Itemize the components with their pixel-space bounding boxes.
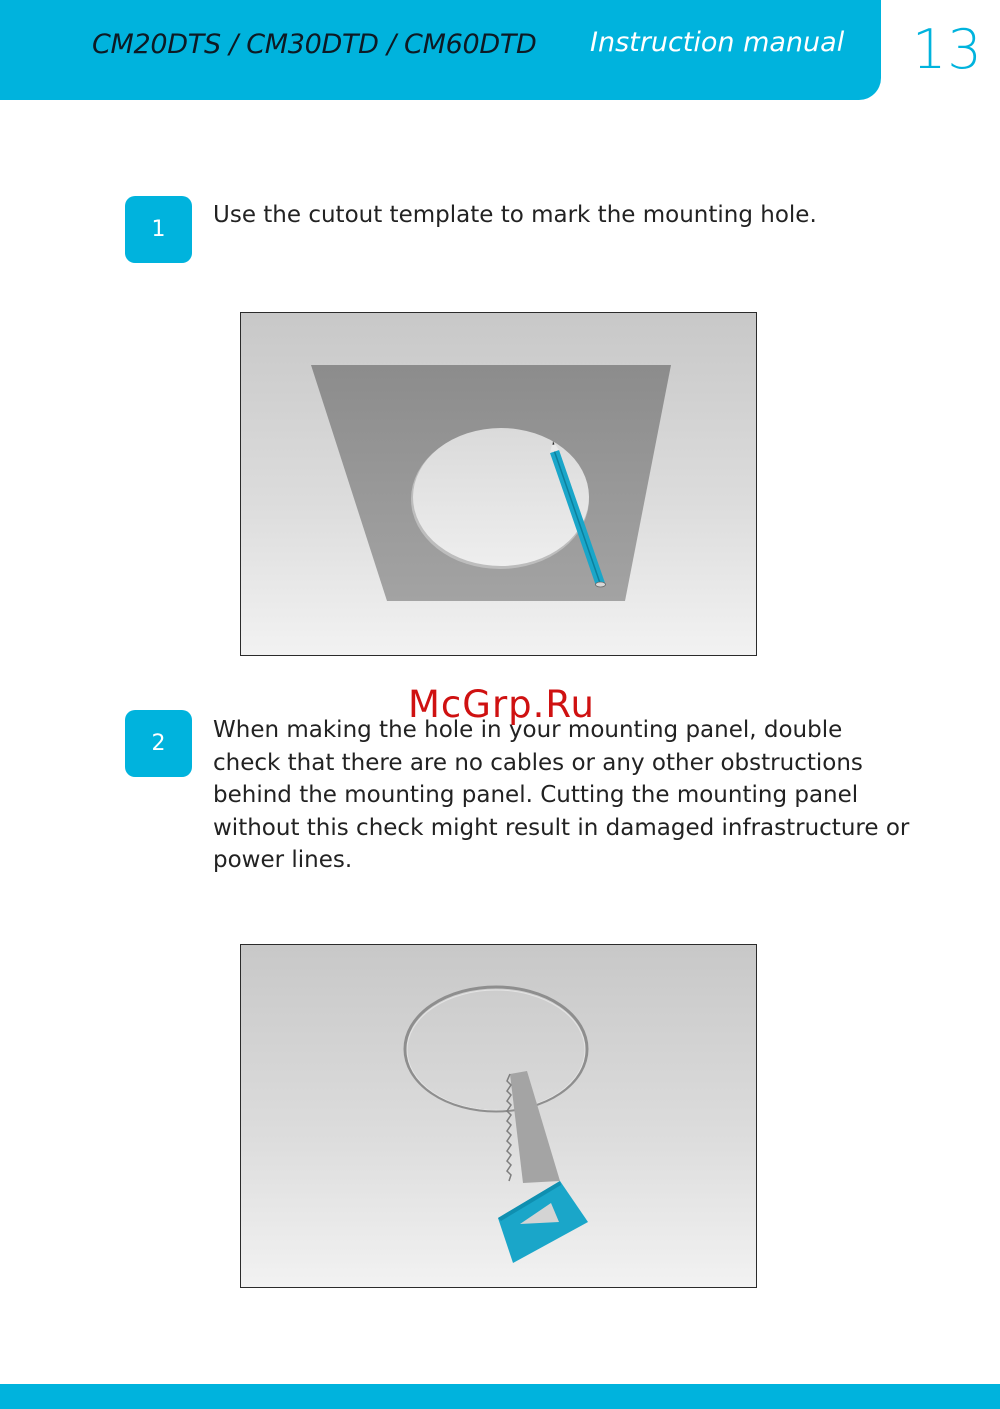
header-bar (0, 0, 881, 100)
figure-mark-hole (240, 312, 757, 656)
model-names: CM20DTS / CM30DTD / CM60DTD (92, 29, 537, 60)
figure-cut-hole (240, 944, 757, 1288)
template-pencil-illustration (241, 313, 756, 655)
template-hole (413, 428, 589, 566)
step-1-badge: 1 (125, 196, 192, 263)
saw-icon (498, 1071, 588, 1263)
watermark: McGrp.Ru (408, 683, 595, 726)
manual-label: Instruction manual (590, 27, 845, 58)
saw-illustration (241, 945, 756, 1287)
step-2-badge: 2 (125, 710, 192, 777)
page-number: 13 (912, 18, 983, 81)
step-2-text: When making the hole in your mounting panel, double check that there are no cables or any other obstructions behind the mounting panel. Cutting the mounting panel without this check might result in damaged infrastructure or power lines. (213, 717, 910, 873)
step-1-text: Use the cutout template to mark the mounting hole. (213, 202, 817, 228)
footer-bar (0, 1384, 1000, 1409)
